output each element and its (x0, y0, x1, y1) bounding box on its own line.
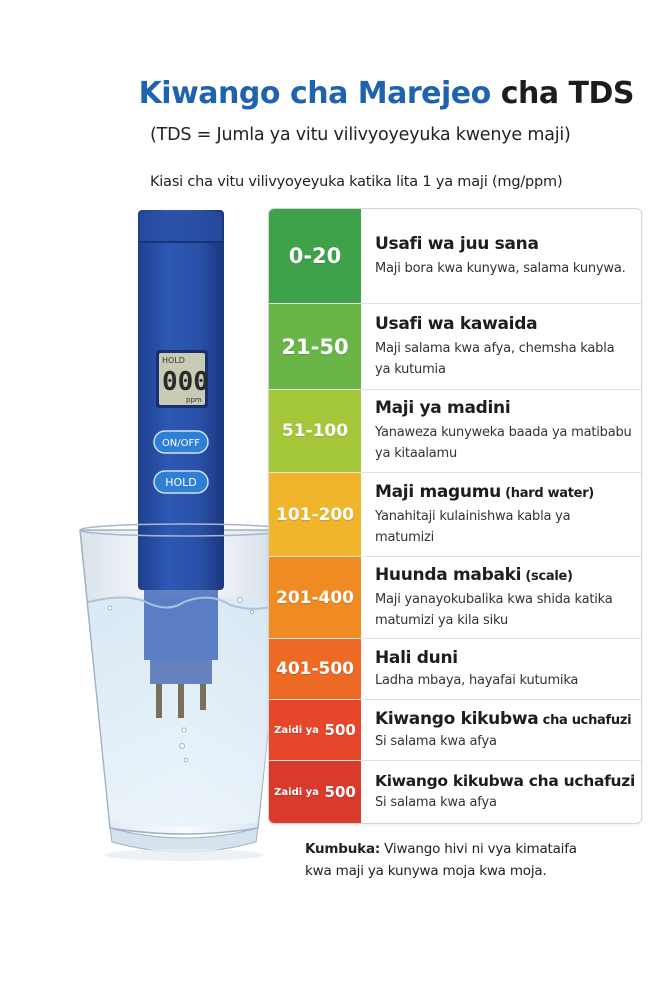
lcd-hold-label: HOLD (162, 356, 185, 365)
range-value: 21-50 (281, 334, 349, 359)
subtitle: (TDS = Jumla ya vitu vilivyoyeyuka kwenye maji) (150, 125, 571, 145)
onoff-button-label: ON/OFF (161, 438, 201, 449)
range-value: 500 (324, 721, 356, 739)
range-cell (269, 557, 361, 638)
range-cell (269, 304, 361, 389)
range-value: 401-500 (275, 659, 355, 679)
level-label: Maji magumu (hard water) (375, 481, 594, 502)
level-label: Usafi wa kawaida (375, 313, 538, 334)
range-cell (269, 473, 361, 556)
tds-level-row (269, 557, 641, 639)
range-prefix: Zaidi ya (274, 724, 319, 736)
range-value: 0-20 (288, 244, 342, 268)
lcd-unit: ppm (186, 396, 202, 404)
title-rest: cha TDS (490, 76, 634, 111)
level-label: Huunda mabaki (scale) (375, 564, 573, 585)
range-value: 101-200 (275, 504, 355, 525)
table-caption: Kiasi cha vitu vilivyoyeyuka katika lita 1 ya maji (mg/ppm) (150, 174, 563, 190)
level-label: Maji ya madini (375, 398, 511, 418)
level-note: Yanahitaji kulainishwa kabla ya matumizi (375, 508, 571, 545)
footnote (305, 838, 605, 882)
tds-level-row (269, 390, 641, 473)
level-label: Kiwango kikubwa cha uchafuzi (375, 771, 636, 790)
title-highlight: Kiwango cha Marejeo (138, 76, 491, 111)
range-cell (269, 209, 361, 303)
level-label: Hali duni (375, 647, 458, 668)
range-value: 201-400 (275, 587, 355, 608)
range-value: 500 (324, 783, 356, 801)
range-cell (269, 390, 361, 472)
tds-level-row (269, 700, 641, 761)
footnote-text: Viwango hivi ni vya kimataifa kwa maji ya kunywa moja kwa moja. (305, 841, 577, 879)
hold-button-label: HOLD (165, 476, 197, 489)
page-title (0, 76, 666, 111)
tds-level-row (269, 761, 641, 823)
level-note: Maji yanayokubalika kwa shida katika matumizi ya kila siku (375, 591, 613, 628)
level-note: Ladha mbaya, hayafai kutumika (375, 672, 579, 688)
level-note: Maji salama kwa afya, chemsha kabla ya kutumia (375, 340, 615, 377)
level-label: Kiwango kikubwa cha uchafuzi (375, 708, 632, 729)
tds-level-row (269, 304, 641, 390)
tds-level-row (269, 209, 641, 304)
range-cell (269, 700, 361, 760)
tds-reference-table (268, 208, 642, 824)
range-prefix: Zaidi ya (274, 786, 319, 798)
tds-level-row (269, 639, 641, 700)
level-label: Usafi wa juu sana (375, 233, 539, 254)
range-cell (269, 639, 361, 699)
range-value: 51-100 (281, 421, 349, 441)
level-note: Yanaweza kunyweka baada ya matibabu ya kitaalamu (375, 425, 632, 461)
level-note: Si salama kwa afya (375, 794, 497, 810)
tds-level-row (269, 473, 641, 557)
lcd-reading: 000 (162, 367, 209, 397)
level-note: Si salama kwa afya (375, 733, 497, 749)
footnote-label: Kumbuka: (305, 841, 381, 857)
range-cell (269, 761, 361, 823)
tds-meter-in-glass-illustration (70, 200, 300, 880)
level-note: Maji bora kwa kunywa, salama kunywa. (375, 260, 626, 276)
